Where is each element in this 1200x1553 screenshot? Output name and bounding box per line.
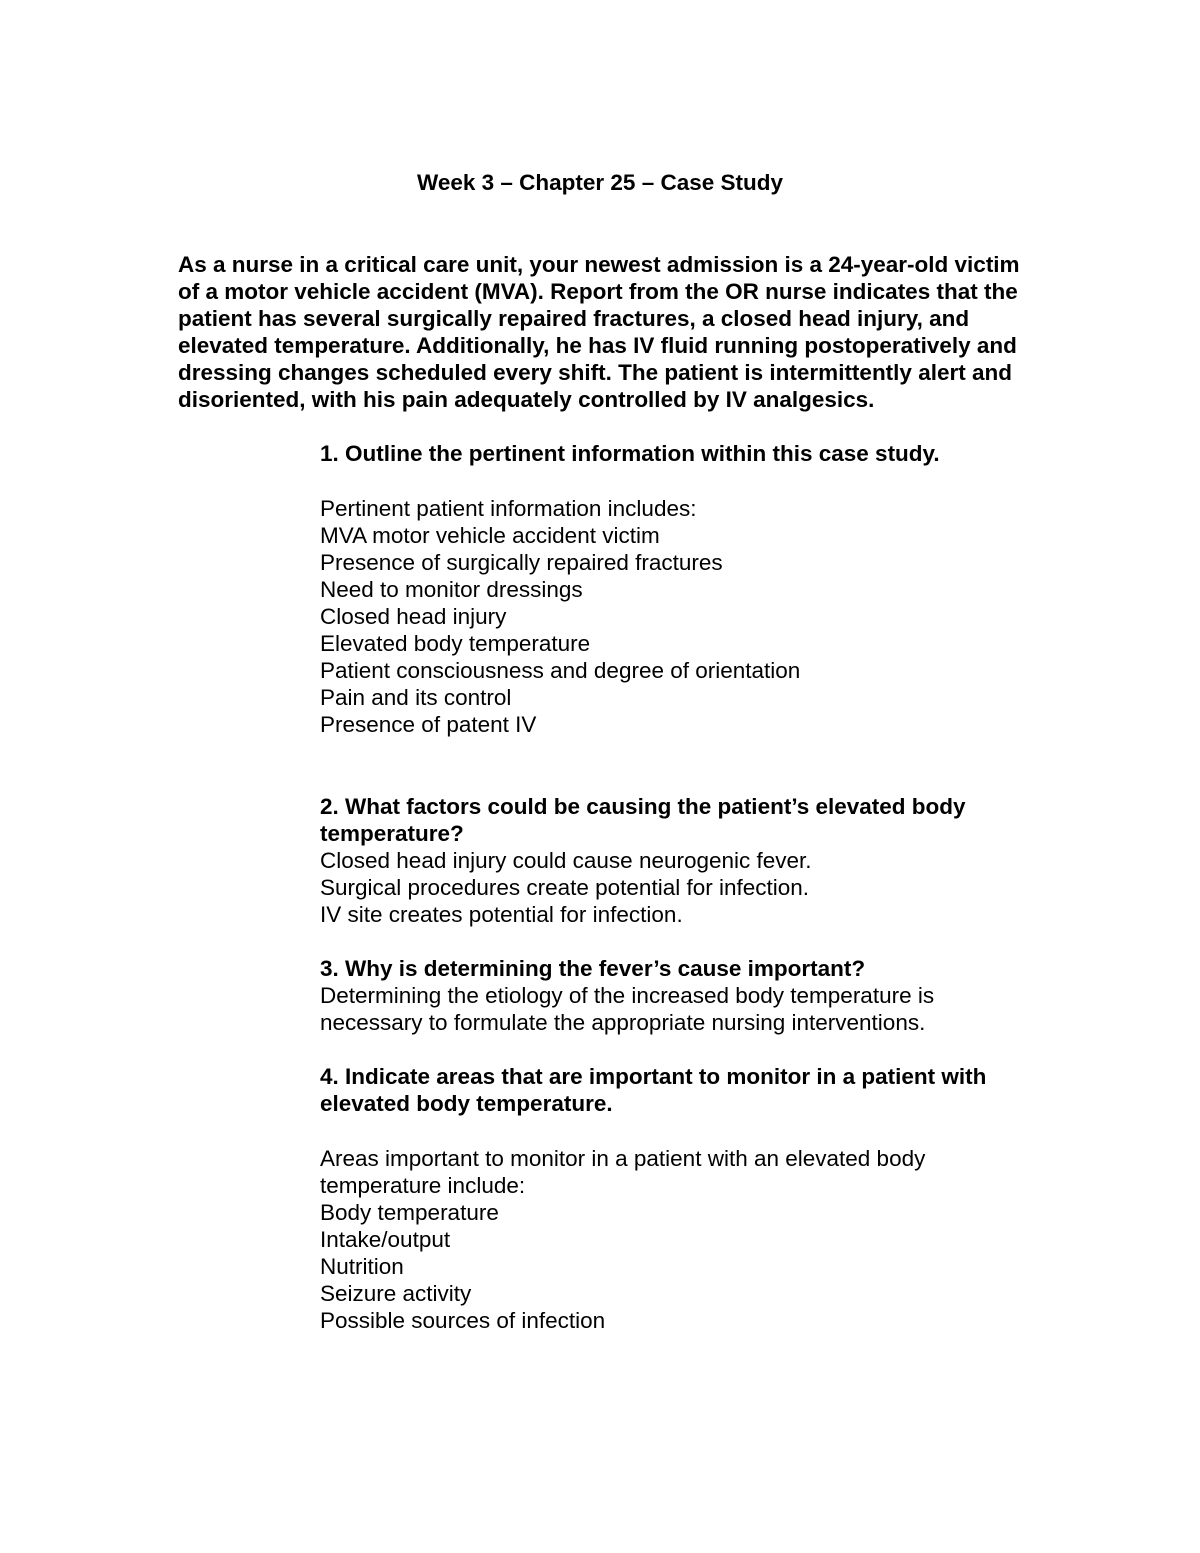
answer-4: [320, 1145, 1080, 1334]
list-item: Nutrition: [320, 1254, 404, 1279]
intro-line: elevated temperature. Additionally, he has IV fluid running postoperatively and: [178, 333, 1017, 358]
intro-line: of a motor vehicle accident (MVA). Report from the OR nurse indicates that the: [178, 279, 1018, 304]
answer-1-list: [320, 522, 1080, 738]
question-2: [320, 793, 1080, 928]
question-3-text: 3. Why is determining the fever’s cause important?: [320, 956, 866, 981]
list-item: Possible sources of infection: [320, 1308, 606, 1333]
question-4-text: 4. Indicate areas that are important to monitor in a patient with: [320, 1064, 987, 1089]
list-item: Surgical procedures create potential for infection.: [320, 875, 810, 900]
list-item: Intake/output: [320, 1227, 451, 1252]
list-item: Elevated body temperature: [320, 631, 591, 656]
question-4: [320, 1063, 1080, 1117]
question-2-text: 2. What factors could be causing the patient’s elevated body: [320, 794, 966, 819]
list-item: Need to monitor dressings: [320, 577, 583, 602]
list-item: IV site creates potential for infection.: [320, 902, 683, 927]
intro-line: As a nurse in a critical care unit, your newest admission is a 24-year-old victim: [178, 252, 1020, 277]
question-1-text: 1. Outline the pertinent information within this case study.: [320, 441, 940, 466]
list-item: Closed head injury: [320, 604, 507, 629]
list-item: Pain and its control: [320, 685, 512, 710]
question-3: [320, 955, 1080, 1036]
list-item: MVA motor vehicle accident victim: [320, 523, 660, 548]
page-title: Week 3 – Chapter 25 – Case Study: [417, 170, 783, 195]
answer-3-line: necessary to formulate the appropriate nursing interventions.: [320, 1010, 926, 1035]
intro-line: patient has several surgically repaired fractures, a closed head injury, and: [178, 306, 970, 331]
question-2-text: temperature?: [320, 821, 464, 846]
list-item: Presence of surgically repaired fractures: [320, 550, 723, 575]
list-item: Body temperature: [320, 1200, 499, 1225]
question-4-text: elevated body temperature.: [320, 1091, 613, 1116]
list-item: Patient consciousness and degree of orientation: [320, 658, 801, 683]
answer-3-line: Determining the etiology of the increased body temperature is: [320, 983, 935, 1008]
answer-4-lead: temperature include:: [320, 1173, 526, 1198]
case-intro: [178, 251, 1068, 413]
answer-1: [320, 495, 1080, 738]
answer-4-lead: Areas important to monitor in a patient with an elevated body: [320, 1146, 926, 1171]
question-1: [320, 440, 1080, 467]
answer-2-list: [320, 847, 1080, 928]
answer-4-list: [320, 1199, 1080, 1334]
list-item: Closed head injury could cause neurogenic fever.: [320, 848, 812, 873]
list-item: Presence of patent IV: [320, 712, 537, 737]
answer-1-lead: Pertinent patient information includes:: [320, 496, 697, 521]
intro-line: disoriented, with his pain adequately controlled by IV analgesics.: [178, 387, 875, 412]
list-item: Seizure activity: [320, 1281, 472, 1306]
intro-line: dressing changes scheduled every shift. The patient is intermittently alert and: [178, 360, 1012, 385]
